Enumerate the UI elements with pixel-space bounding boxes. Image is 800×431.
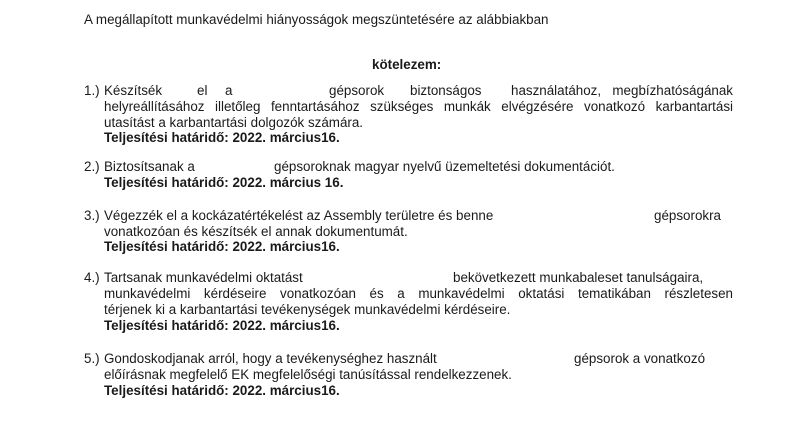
item-1-line-3: utasítást a karbantartási dolgozók számára.: [104, 115, 364, 130]
item-4-deadline: Teljesítési határidő: 2022. március16.: [104, 318, 340, 333]
item-1-word-6: használatához,: [511, 83, 602, 98]
item-1-deadline: Teljesítési határidő: 2022. március16.: [104, 130, 340, 145]
item-1-word-4: gépsorok: [329, 83, 385, 98]
item-5-line-2: előírásnak megfelelő EK megfelelőségi tanúsítással rendelkezzenek.: [104, 367, 512, 382]
item-1-word-2: el: [197, 83, 208, 98]
item-5-line-1-start: Gondoskodjanak arról, hogy a tevékenységhez használt: [104, 351, 437, 366]
item-4-line-1-end: bekövetkezett munkabaleset tanulságaira,: [453, 270, 704, 285]
item-3-line-1-end: gépsorokra: [654, 208, 721, 223]
item-3-line-2: vonatkozóan és készítsék el annak dokumentumát.: [104, 224, 408, 239]
item-4-line-3: térjenek ki a karbantartási tevékenységek munkavédelmi kérdéseire.: [104, 302, 511, 317]
item-1-line-2: helyreállításához illetőleg fenntartásához szükséges munkák elvégzésére vonatkozó karbantartási: [104, 99, 733, 114]
item-3-line-1-start: Végezzék el a kockázatértékelést az Assembly területre és benne: [104, 208, 494, 223]
item-2-deadline: Teljesítési határidő: 2022. március 16.: [104, 175, 344, 190]
intro-text: A megállapított munkavédelmi hiányosságok megszüntetésére az alábbiakban: [84, 12, 549, 27]
item-4-line-2: munkavédelmi kérdéseire vonatkozóan és a munkavédelmi oktatási tematikában részletesen: [104, 286, 733, 301]
item-3-deadline: Teljesítési határidő: 2022. március16.: [104, 239, 340, 254]
item-1-word-3: a: [225, 83, 233, 98]
item-1-word-5: biztonságos: [410, 83, 482, 98]
item-2-number: 2.): [84, 159, 100, 174]
item-5-number: 5.): [84, 351, 100, 366]
item-1-word-1: Készítsék: [104, 83, 163, 98]
item-5-line-1-end: gépsorok a vonatkozó: [574, 351, 706, 366]
item-1-word-7: megbízhatóságának: [612, 83, 733, 98]
item-5-deadline: Teljesítési határidő: 2022. március16.: [104, 383, 340, 398]
item-2-line-1-start: Biztosítsanak a: [104, 159, 195, 174]
item-3-number: 3.): [84, 208, 100, 223]
heading-kotelezem: kötelezem:: [372, 57, 442, 72]
item-4-number: 4.): [84, 270, 100, 285]
item-4-line-1-start: Tartsanak munkavédelmi oktatást: [104, 270, 303, 285]
item-2-line-1-end: gépsoroknak magyar nyelvű üzemeltetési dokumentációt.: [274, 159, 615, 174]
item-1-number: 1.): [84, 83, 100, 98]
